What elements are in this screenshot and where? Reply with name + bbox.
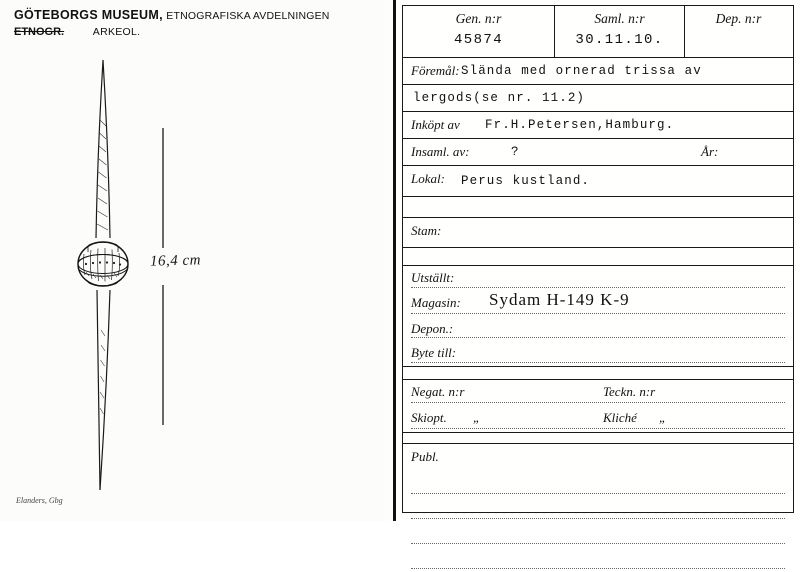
blank-line-1 (403, 472, 793, 497)
magasin-label: Magasin: (411, 295, 465, 311)
negat-row (403, 380, 793, 406)
foremal-value: Slända med ornerad trissa av (461, 64, 702, 78)
skiopt-ditto-mark: „ (469, 410, 484, 426)
lokal-spacer (403, 197, 793, 217)
saml-nr-label: Saml. n:r (594, 11, 645, 26)
foremal-label: Föremål: (411, 63, 460, 78)
printer-credit: Elanders, Gbg (16, 496, 63, 505)
publ-row (403, 444, 793, 472)
byte-label: Byte till: (411, 345, 460, 361)
museum-stamp-line (14, 26, 354, 38)
museum-header (14, 8, 354, 38)
byte-spacer (403, 367, 793, 379)
scale-measurement-label: 16,4 cm (149, 252, 202, 270)
saml-nr-cell (555, 6, 685, 57)
kliche-label: Kliché (599, 410, 641, 426)
stam-label: Stam: (411, 223, 442, 238)
foremal-value-line2: lergods(se nr. 11.2) (413, 91, 586, 105)
depon-row (403, 317, 793, 341)
museum-dept-label: ARKEOL. (92, 26, 141, 38)
inkopt-value: Fr.H.Petersen,Hamburg. (485, 118, 675, 132)
museum-stamp-struck: ETNOGR. (14, 26, 65, 38)
insaml-label: Insaml. av: (411, 144, 470, 159)
insaml-row (403, 139, 793, 166)
saml-nr-value: 30.11.10. (575, 32, 664, 48)
teckn-label: Teckn. n:r (599, 384, 659, 400)
negat-label: Negat. n:r (411, 384, 468, 400)
spindle-illustration-svg (0, 0, 383, 521)
drawing-panel (0, 0, 383, 521)
museum-department: ETNOGRAFISKA AVDELNINGEN (166, 10, 330, 22)
inkopt-row (403, 112, 793, 139)
dep-nr-cell (685, 6, 792, 57)
blank-line-4 (403, 547, 793, 572)
blank-line-2 (403, 497, 793, 522)
kliche-ditto-mark: „ (655, 410, 670, 426)
ar-label: År: (701, 144, 719, 159)
lokal-value: Perus kustland. (461, 174, 591, 188)
gen-nr-label: Gen. n:r (455, 11, 502, 26)
gen-nr-value: 45874 (453, 32, 503, 48)
stam-row (403, 218, 793, 247)
skiopt-row (403, 406, 793, 432)
spindle-whorl-drawing (0, 0, 383, 521)
catalogue-card (393, 0, 800, 521)
utstallt-label: Utställt: (411, 270, 458, 286)
card-frame (402, 5, 794, 513)
skiopt-label: Skiopt. (411, 410, 451, 426)
card-left-edge (393, 0, 396, 521)
blank-line-3 (403, 522, 793, 547)
lokal-row (403, 166, 793, 196)
inkopt-label: Inköpt av (411, 117, 460, 132)
museum-title-line (14, 8, 354, 22)
dep-nr-label: Dep. n:r (715, 11, 762, 26)
gen-nr-cell (403, 6, 555, 57)
utstallt-row (403, 266, 793, 291)
museum-name: GÖTEBORGS MUSEUM, (14, 8, 163, 22)
insaml-value: ? (511, 145, 520, 159)
publ-label: Publ. (411, 449, 439, 464)
skiopt-spacer (403, 433, 793, 443)
magasin-value: Sydam H-149 K-9 (489, 290, 630, 309)
foremal-row-continued (403, 85, 793, 112)
lokal-label: Lokal: (411, 171, 445, 186)
magasin-row (403, 291, 793, 317)
depon-label: Depon.: (411, 321, 457, 337)
byte-row (403, 341, 793, 366)
stam-spacer (403, 248, 793, 265)
foremal-row (403, 58, 793, 85)
card-header-row (403, 6, 793, 58)
